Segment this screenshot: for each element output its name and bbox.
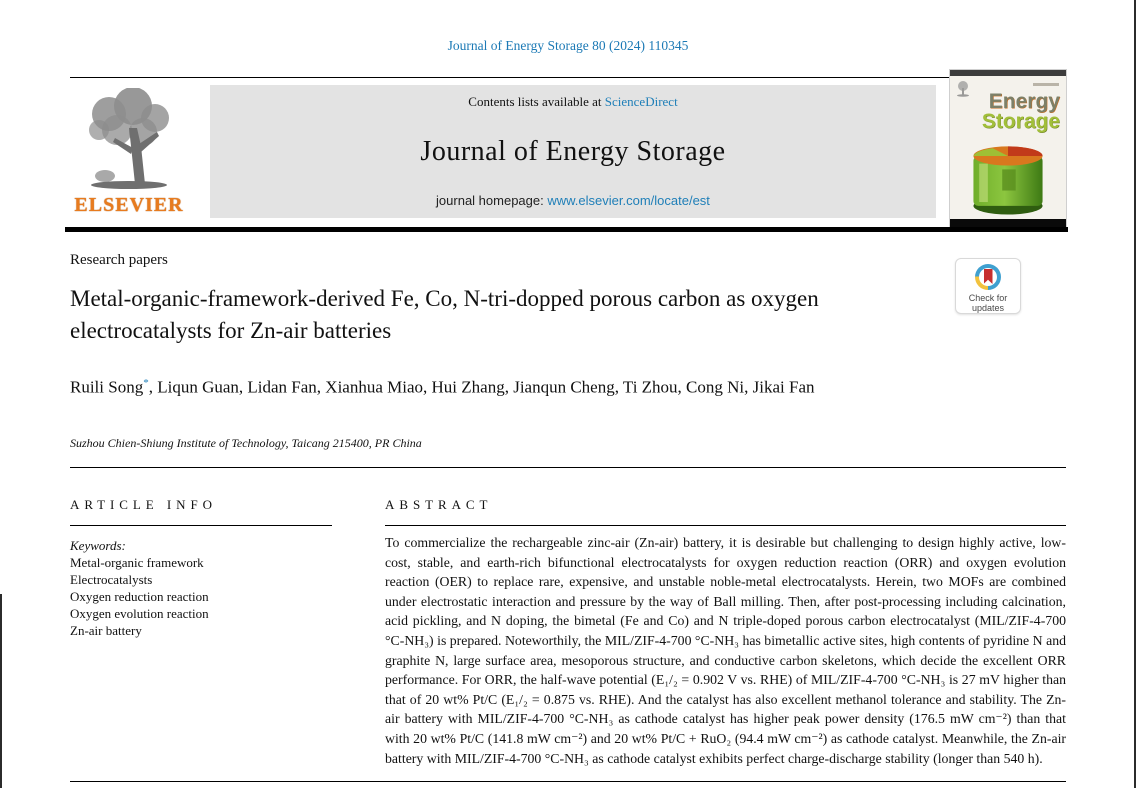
keyword-item: Oxygen reduction reaction: [70, 589, 209, 604]
keywords-list: [70, 554, 350, 639]
abstract-bottom-rule: [70, 781, 1066, 782]
contents-prefix: Contents lists available at: [468, 94, 605, 109]
contents-line: [468, 94, 677, 110]
article-title: Metal-organic-framework-derived Fe, Co, N-tri-dopped porous carbon as oxygen electrocatalysts for Zn-air batteries: [70, 286, 819, 343]
header-top-rule: [70, 77, 1066, 78]
journal-cover-thumbnail: [950, 70, 1066, 227]
journal-homepage-link[interactable]: www.elsevier.com/locate/est: [547, 193, 710, 208]
crossmark-inner-circle: [979, 268, 997, 286]
author-lead: Ruili Song: [70, 377, 144, 397]
sciencedirect-link[interactable]: ScienceDirect: [604, 94, 678, 109]
cover-title: [982, 92, 1060, 132]
article-info-heading-rule: [70, 525, 332, 526]
article-info-heading: ARTICLE INFO: [70, 497, 217, 512]
journal-title: Journal of Energy Storage: [420, 135, 726, 167]
crossmark-bookmark-icon: [984, 269, 993, 284]
badge-text-line2: updates: [971, 303, 1004, 313]
badge-text-line1: Check for: [968, 293, 1008, 303]
keyword-item: Metal-organic framework: [70, 555, 204, 570]
keyword-item: Oxygen evolution reaction: [70, 606, 209, 621]
crossmark-ring-icon: [975, 264, 1001, 290]
cover-top-strip: [950, 70, 1066, 76]
authors-rest: , Liqun Guan, Lidan Fan, Xianhua Miao, Hui Zhang, Jianqun Cheng, Ti Zhou, Cong Ni, Jikai Fan: [148, 377, 815, 397]
keyword-item: Zn-air battery: [70, 623, 142, 638]
elsevier-wordmark: ELSEVIER: [74, 194, 184, 216]
cover-battery-illustration: [960, 140, 1056, 218]
author-list: [70, 370, 940, 401]
check-for-updates-label: [969, 293, 1008, 313]
homepage-line: [436, 193, 710, 208]
elsevier-tree-icon: [79, 88, 179, 192]
abstract-text: To commercialize the rechargeable zinc-air (Zn-air) battery, it is desirable but challenging to design highly active, low-cost, stable, and earth-rich bifunctional electrocatalysts for oxygen reduction reaction (ORR) and oxygen evolution reaction (OER) to replace rare, expensive, and unstable noble-metal electrocatalysts. Herein, two MOFs are combined under electrostatic interaction and pressure by the way of Ball milling. Then, after post-processing including calcination, acid pickling, and N doping, the bimetal (Fe and Co) and N triple-doped porous carbon electrocatalyst (MIL/ZIF-4-700 °C-NH₃) is prepared. Noteworthily, the MIL/ZIF-4-700 °C-NH₃ has bimetallic active sites, high contents of pyridine N and graphite N, large surface area, mesoporous structure, and conductive carbon skeletons, which decide the excellent ORR performance. For ORR, the half-wave potential (E₁/₂ = 0.902 V vs. RHE) of MIL/ZIF-4-700 °C-NH₃ is 27 mV higher than that of 20 wt% Pt/C (E₁/₂ = 0.875 vs. RHE). And the catalyst has also excellent methanol tolerance and stability. The Zn-air battery with MIL/ZIF-4-700 °C-NH₃ as cathode catalyst has higher peak power density (176.5 mW cm⁻²) than that with 20 wt% Pt/C (141.8 mW cm⁻²) and 20 wt% Pt/C + RuO₂ (94.4 mW cm⁻²) as cathode catalyst. Meanwhile, the Zn-air battery with MIL/ZIF-4-700 °C-NH₃ as cathode catalyst exhibits perfect charge-discharge stability (longer than 540 h).: [385, 535, 1066, 766]
header-thick-rule: [65, 227, 1068, 232]
abstract-heading: ABSTRACT: [385, 497, 493, 512]
homepage-prefix: journal homepage:: [436, 193, 548, 208]
page-left-edge: [0, 594, 2, 788]
elsevier-logo: [70, 88, 188, 218]
cover-title-word1: Energy: [988, 90, 1060, 113]
affiliation: Suzhou Chien-Shiung Institute of Technology, Taicang 215400, PR China: [70, 436, 422, 450]
corresponding-author-marker[interactable]: *: [143, 377, 149, 389]
abstract-heading-rule: [385, 525, 1066, 526]
cover-elsevier-tree-icon: [956, 81, 970, 97]
info-abstract-top-rule: [70, 467, 1066, 468]
article-type-label: Research papers: [70, 252, 168, 268]
keywords-label: Keywords:: [70, 538, 126, 553]
keywords-block: [70, 537, 350, 639]
cover-title-word2: Storage: [981, 110, 1060, 133]
cover-bottom-strip: [950, 219, 1066, 227]
cover-issue-text: [1033, 83, 1059, 86]
journal-header-banner: [210, 85, 936, 218]
check-for-updates-badge[interactable]: [955, 258, 1021, 314]
journal-citation-link[interactable]: Journal of Energy Storage 80 (2024) 110345: [447, 38, 689, 53]
keyword-item: Electrocatalysts: [70, 572, 153, 587]
